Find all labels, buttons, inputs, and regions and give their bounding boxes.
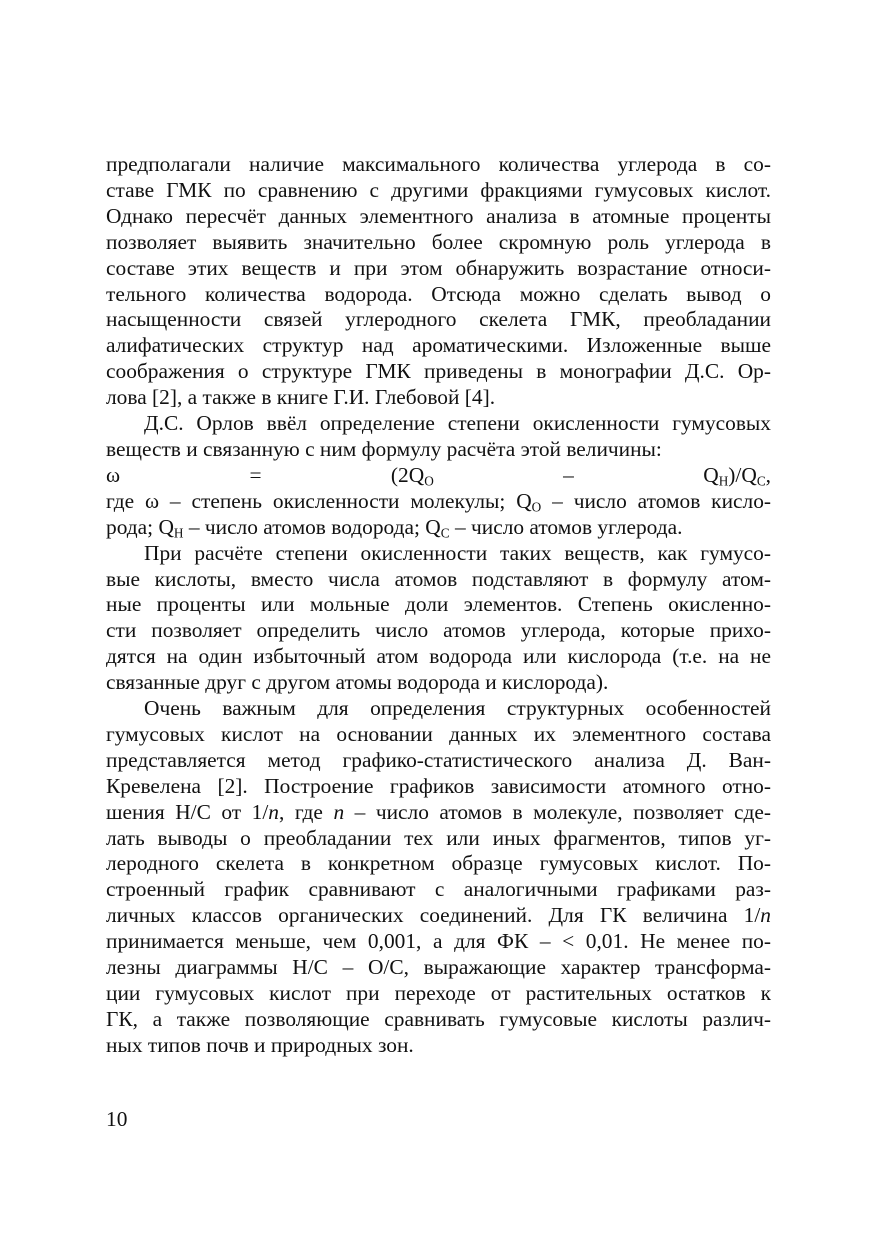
paragraph-line: представляется метод графико-статистического анализа Д. Ван- [106, 747, 771, 772]
definition-line [106, 515, 771, 541]
line-text: шения Н/С от 1/ [106, 799, 269, 824]
page-number: 10 [106, 1107, 128, 1131]
paragraph-line: При расчёте степени окисленности таких веществ, как гумусо- [144, 540, 771, 565]
line-text: , где [278, 799, 334, 824]
italic-variable: n [268, 799, 279, 824]
paragraph-line: Д.С. Орлов ввёл определение степени окисленности гумусовых [144, 411, 771, 436]
line-text: – число атомов в молекуле, позволяет сде- [344, 799, 771, 824]
paragraph-line: позволяет выявить значительно более скромную роль углерода в [106, 229, 771, 254]
italic-variable: n [760, 903, 771, 928]
paragraph-line: веществ и связанную с ним формулу расчёта этой величины: [106, 436, 662, 461]
paragraph-line: ции гумусовых кислот при переходе от растительных остатков к [106, 981, 771, 1005]
oxidation-formula [106, 463, 771, 489]
definition-text: – число атомов углерода. [449, 514, 683, 539]
paragraph-line: соображения о структуре ГМК приведены в монографии Д.С. Ор- [106, 359, 771, 384]
paragraph-line: лезны диаграммы Н/С – О/С, выражающие характер трансформа- [106, 955, 771, 980]
paragraph-line: ных типов почв и природных зон. [106, 1032, 414, 1057]
paragraph-line: Кревелена [2]. Построение графиков зависимости атомного отно- [106, 773, 771, 798]
italic-variable: n [333, 799, 345, 824]
body-text [106, 152, 771, 1059]
formula-part: )/Q [728, 462, 757, 487]
formula-part: ω = (2Q [106, 462, 425, 487]
paragraph-line: Однако пересчёт данных элементного анализа в атомные проценты [106, 203, 771, 228]
paragraph-line: Очень важным для определения структурных особенностей [144, 696, 771, 721]
definition-subscript: C [440, 525, 450, 540]
definition-text: рода; Q [106, 514, 174, 539]
definition-text: где ω – степень окисленности молекулы; Q [106, 488, 532, 513]
formula-part: – Q [433, 462, 719, 487]
paragraph-line: дятся на один избыточный атом водорода или кислорода (т.е. на не [106, 644, 771, 669]
formula-subscript: C [756, 473, 766, 489]
definition-text: – число атомов водорода; Q [183, 514, 441, 539]
paragraph-line: связанные друг с другом атомы водорода и кислорода). [106, 670, 609, 695]
paragraph-line: насыщенности связей углеродного скелета ГМК, преобладании [106, 307, 771, 332]
definition-text: – число атомов кисло- [541, 488, 772, 513]
formula-subscript: H [718, 473, 729, 489]
definition-subscript: H [173, 525, 184, 540]
paragraph-line: лать выводы о преобладании тех или иных фрагментов, типов уг- [106, 825, 771, 850]
paragraph-line: принимается меньше, чем 0,001, а для ФК – < 0,01. Не менее по- [106, 929, 771, 954]
paragraph-line [106, 903, 771, 929]
paragraph-line: тельного количества водорода. Отсюда можно сделать вывод о [106, 281, 771, 306]
paragraph-line: вые кислоты, вместо числа атомов подставляют в формулу атом- [106, 566, 771, 591]
paragraph-line [106, 800, 771, 826]
paragraph-line: ГК, а также позволяющие сравнивать гумусовые кислоты различ- [106, 1006, 771, 1031]
formula-part: , [765, 462, 772, 487]
paragraph-line: составе этих веществ и при этом обнаружить возрастание относи- [106, 255, 771, 280]
paragraph-line: гумусовых кислот на основании данных их элементного состава [106, 721, 771, 746]
paragraph-line: сти позволяет определить число атомов углерода, которые прихо- [106, 618, 771, 643]
paragraph-line: строенный график сравнивают с аналогичными графиками раз- [106, 877, 771, 902]
paragraph-line: предполагали наличие максимального количества углерода в со- [106, 152, 771, 176]
paragraph-line: леродного скелета в конкретном образце гумусовых кислот. По- [106, 851, 771, 876]
paragraph-line: ставе ГМК по сравнению с другими фракциями гумусовых кислот. [106, 177, 771, 202]
definition-line [106, 489, 771, 515]
formula-subscript: O [424, 473, 434, 489]
definition-subscript: O [531, 499, 542, 515]
line-text: личных классов органических соединений. Для ГК величина 1/ [106, 903, 761, 928]
paragraph-line: алифатических структур над ароматическими. Изложенные выше [106, 333, 771, 358]
paragraph-line: лова [2], а также в книге Г.И. Глебовой [4]. [106, 385, 496, 410]
paragraph-line: ные проценты или мольные доли элементов. Степень окисленно- [106, 592, 771, 617]
